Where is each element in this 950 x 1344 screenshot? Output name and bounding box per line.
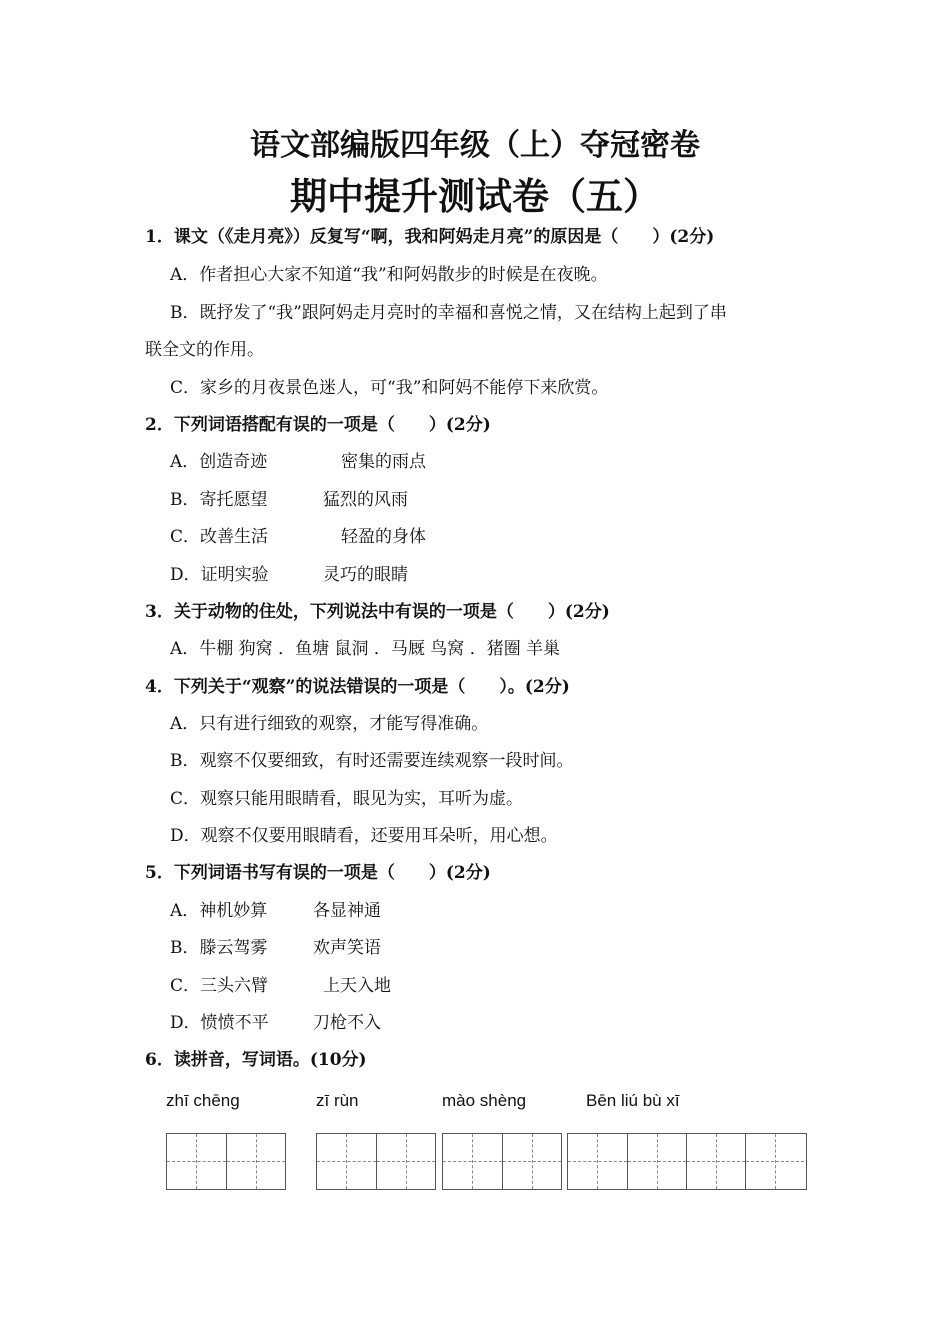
q5-option-a-word2: 各显神通 [313, 901, 381, 921]
grid-cell[interactable] [502, 1134, 561, 1189]
question-2-stem: 2．下列词语搭配有误的一项是（ ）(2分) [145, 415, 491, 435]
grid-cell[interactable] [226, 1134, 285, 1189]
pinyin-3: mào shèng [442, 1091, 527, 1110]
pinyin-2: zī rùn [316, 1091, 359, 1110]
grid-cell[interactable] [443, 1134, 502, 1189]
title-line2: 期中提升测试卷（五） [290, 174, 660, 218]
q2-option-a-phrase: 密集的雨点 [341, 452, 426, 472]
q2-option-b-phrase: 猛烈的风雨 [323, 490, 408, 510]
q1-option-b-continued: 联全文的作用。 [145, 340, 264, 360]
q5-option-c-word1: C．三头六臂 [170, 976, 269, 996]
q5-option-c-word2: 上天入地 [323, 976, 391, 996]
q5-option-b-word1: B．滕云驾雾 [170, 938, 268, 958]
grid-cell[interactable] [376, 1134, 435, 1189]
writing-grid-1[interactable] [166, 1133, 286, 1190]
grid-cell[interactable] [167, 1134, 226, 1189]
q2-option-a-word: A．创造奇迹 [170, 452, 268, 472]
q5-option-b-word2: 欢声笑语 [313, 938, 381, 958]
question-3-stem: 3．关于动物的住处，下列说法中有误的一项是（ ）(2分) [145, 602, 610, 622]
question-5-stem: 5．下列词语书写有误的一项是（ ）(2分) [145, 863, 491, 883]
writing-grid-3[interactable] [442, 1133, 562, 1190]
q2-option-c-phrase: 轻盈的身体 [341, 527, 426, 547]
writing-grid-4[interactable] [567, 1133, 807, 1190]
grid-cell[interactable] [686, 1134, 745, 1189]
q5-option-d-word1: D．愤愤不平 [170, 1013, 269, 1033]
pinyin-1: zhī chēng [166, 1091, 240, 1110]
grid-cell[interactable] [627, 1134, 686, 1189]
q1-option-b: B．既抒发了“我”跟阿妈走月亮时的幸福和喜悦之情，又在结构上起到了串 [170, 303, 727, 323]
q4-option-c: C．观察只能用眼睛看，眼见为实，耳听为虚。 [170, 789, 524, 809]
grid-cell[interactable] [317, 1134, 376, 1189]
grid-cell[interactable] [568, 1134, 627, 1189]
q3-options-line: A．牛棚 狗窝 ．鱼塘 鼠洞 ．马厩 鸟窝 ．猪圈 羊巢 [170, 639, 561, 659]
q2-option-d-word: D．证明实验 [170, 565, 269, 585]
pinyin-4: Bēn liú bù xī [586, 1091, 680, 1110]
q1-option-c: C．家乡的月夜景色迷人，可“我”和阿妈不能停下来欣赏。 [170, 378, 609, 398]
q2-option-d-phrase: 灵巧的眼睛 [323, 565, 408, 585]
q5-option-d-word2: 刀枪不入 [313, 1013, 381, 1033]
q2-option-b-word: B．寄托愿望 [170, 490, 268, 510]
q5-option-a-word1: A．神机妙算 [170, 901, 268, 921]
writing-grid-2[interactable] [316, 1133, 436, 1190]
q1-option-a: A．作者担心大家不知道“我”和阿妈散步的时候是在夜晚。 [170, 265, 608, 285]
title-line1: 语文部编版四年级（上）夺冠密卷 [250, 128, 700, 163]
question-1-stem: 1．课文（《走月亮》）反复写“啊，我和阿妈走月亮”的原因是（ ）(2分) [145, 227, 715, 247]
grid-cell[interactable] [745, 1134, 804, 1189]
question-6-stem: 6．读拼音，写词语。(10分) [145, 1050, 367, 1070]
q4-option-b: B．观察不仅要细致，有时还需要连续观察一段时间。 [170, 751, 574, 771]
q2-option-c-word: C．改善生活 [170, 527, 269, 547]
question-4-stem: 4．下列关于“观察”的说法错误的一项是（ ）。(2分) [145, 677, 570, 697]
q4-option-a: A．只有进行细致的观察，才能写得准确。 [170, 714, 489, 734]
q4-option-d: D．观察不仅要用眼睛看，还要用耳朵听，用心想。 [170, 826, 558, 846]
